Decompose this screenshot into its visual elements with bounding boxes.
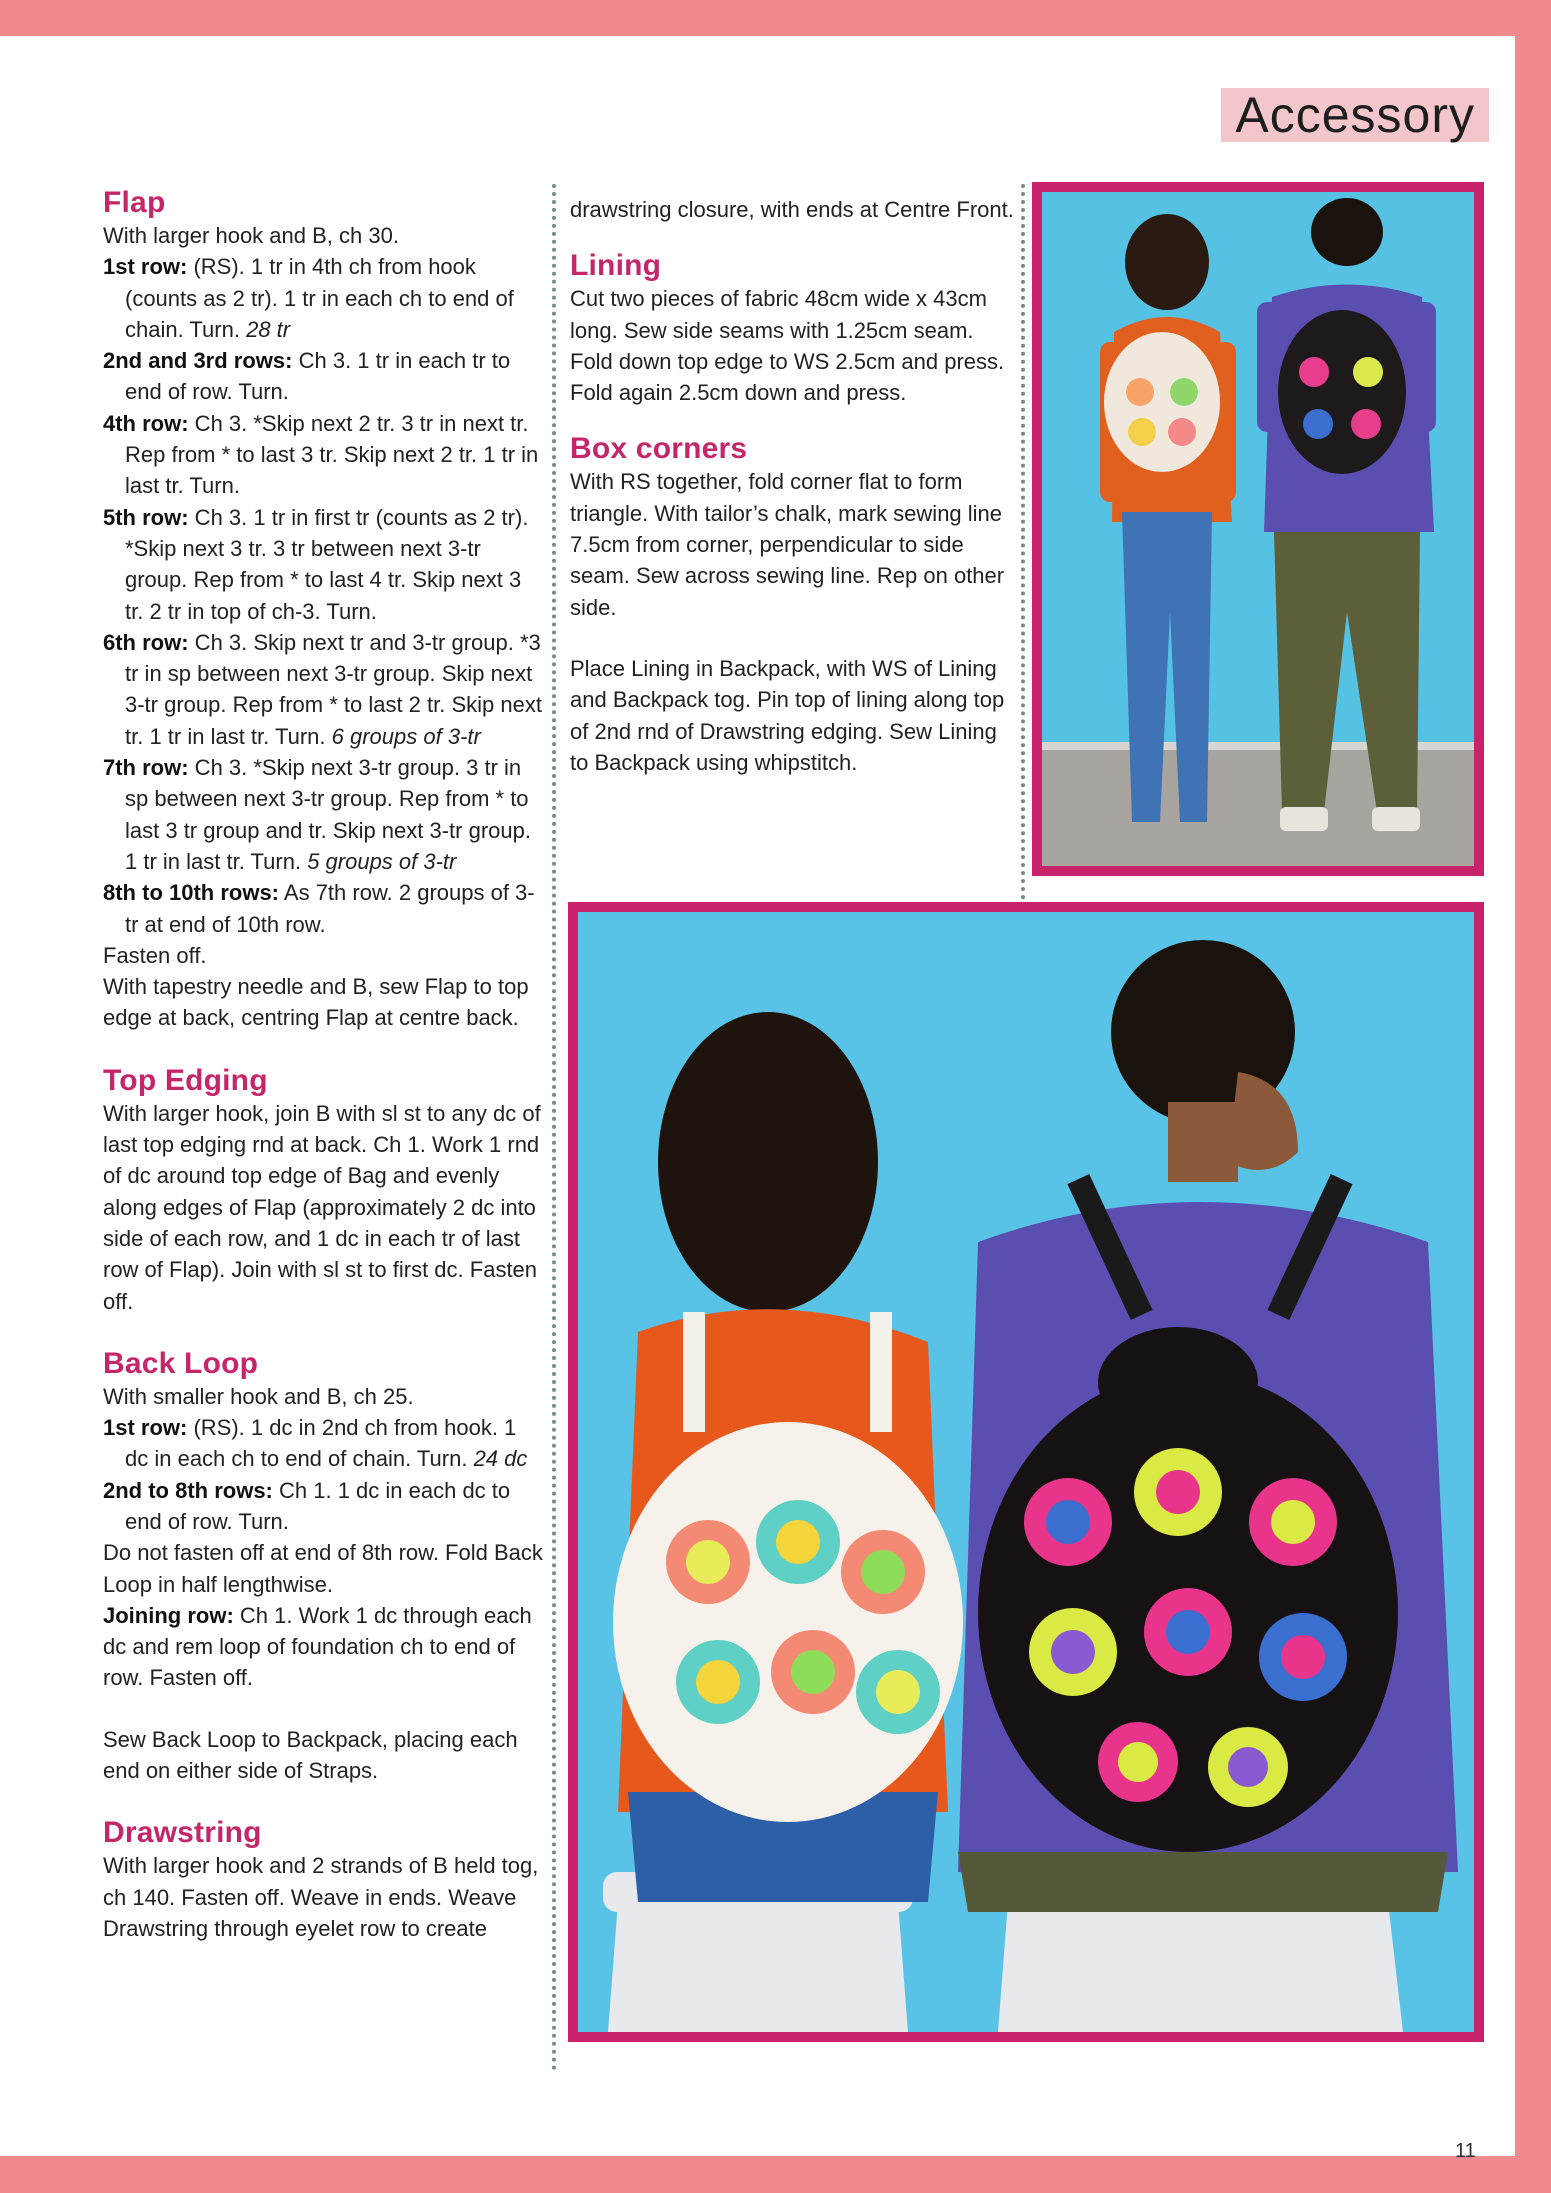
- back-loop-sew: Sew Back Loop to Backpack, placing each end on either side of Straps.: [103, 1726, 518, 1784]
- flap-heading: Flap: [103, 186, 166, 219]
- back-loop-heading: Back Loop: [103, 1346, 259, 1380]
- lining-text: Cut two pieces of fabric 48cm wide x 43cm long. Sew side seams with 1.25cm seam. Fold down top edge to WS 2.5cm and press. Fold again 2.5cm down and press.: [570, 286, 1005, 406]
- page-number: 11: [1455, 2140, 1476, 2162]
- photo-seated: [578, 912, 1474, 2032]
- flap-row-4: 4th row: Ch 3. *Skip next 2 tr. 3 tr in next tr. Rep from * to last 3 tr. Skip next 2 tr. 1 tr in last tr. Turn.: [103, 410, 539, 499]
- photo-seated-frame: [568, 902, 1484, 2042]
- drawstring-continued: drawstring closure, with ends at Centre Front.: [570, 197, 1014, 222]
- lining-placement-text: Place Lining in Backpack, with WS of Lining and Backpack tog. Pin top of lining along top of 2nd rnd of Drawstring edging. Sew Lining to Backpack using whipstitch.: [570, 655, 1005, 775]
- back-loop-row-1: 1st row: (RS). 1 dc in 2nd ch from hook. 1 dc in each ch to end of chain. Turn. 24 dc: [103, 1415, 528, 1472]
- flap-row-8: 8th to 10th rows: As 7th row. 2 groups of 3-tr at end of 10th row.: [103, 880, 535, 937]
- back-loop-joining-row: Joining row: Ch 1. Work 1 dc through each dc and rem loop of foundation ch to end of row. Fasten off.: [103, 1602, 532, 1691]
- flap-row-6: 6th row: Ch 3. Skip next tr and 3-tr group. *3 tr in sp between next 3-tr group. Skip next 3-tr group. Rep from * to last 2 tr. Skip next tr. 1 tr in last tr. Turn. 6 groups of 3-tr: [103, 629, 542, 749]
- flap-intro: With larger hook and B, ch 30.: [103, 223, 399, 248]
- column-divider-right: [1021, 184, 1025, 908]
- photo-standing-frame: [1032, 182, 1484, 876]
- section-tag: Accessory: [1221, 88, 1489, 142]
- left-column: [103, 186, 543, 1944]
- drawstring-heading: Drawstring: [103, 1816, 262, 1850]
- photo-standing: [1042, 192, 1474, 866]
- top-edging-heading: Top Edging: [103, 1063, 268, 1097]
- box-corners-heading: Box corners: [570, 432, 748, 466]
- flap-sew: With tapestry needle and B, sew Flap to top edge at back, centring Flap at centre back.: [103, 974, 529, 1031]
- back-loop-note: Do not fasten off at end of 8th row. Fold Back Loop in half lengthwise.: [103, 1540, 543, 1597]
- flap-row-1: 1st row: (RS). 1 tr in 4th ch from hook (counts as 2 tr). 1 tr in each ch to end of chain. Turn. 28 tr: [103, 254, 514, 342]
- box-corners-text: With RS together, fold corner flat to form triangle. With tailor’s chalk, mark sewing line 7.5cm from corner, perpendicular to side seam. Sew across sewing line. Rep on other side.: [570, 469, 1005, 620]
- flap-row-7: 7th row: Ch 3. *Skip next 3-tr group. 3 tr in sp between next 3-tr group. Rep from * to last 3 tr group and tr. Skip next 3-tr group. 1 tr in last tr. Turn. 5 groups of 3-tr: [103, 755, 531, 874]
- top-edging-text: With larger hook, join B with sl st to any dc of last top edging rnd at back. Ch 1. Work 1 rnd of dc around top edge of Bag and evenly along edges of Flap (approximately 2 dc into side of each row, and 1 dc in each tr of last row of Flap). Join with sl st to first dc. Fasten off.: [103, 1100, 541, 1314]
- flap-row-5: 5th row: Ch 3. 1 tr in first tr (counts as 2 tr). *Skip next 3 tr. 3 tr between next 3-tr group. Rep from * to last 4 tr. Skip next 3 tr. 2 tr in top of ch-3. Turn.: [103, 504, 529, 624]
- photo-standing-illustration: [1042, 192, 1474, 866]
- drawstring-text: With larger hook and 2 strands of B held tog, ch 140. Fasten off. Weave in ends. Weave Drawstring through eyelet row to create: [103, 1853, 539, 1941]
- back-loop-intro: With smaller hook and B, ch 25.: [103, 1383, 414, 1409]
- magazine-page: [0, 36, 1515, 2162]
- lining-heading: Lining: [570, 249, 662, 283]
- photo-seated-illustration: [578, 912, 1474, 2032]
- column-divider-left: [552, 184, 556, 2072]
- flap-row-2: 2nd and 3rd rows: Ch 3. 1 tr in each tr to end of row. Turn.: [103, 348, 511, 405]
- back-loop-row-2: 2nd to 8th rows: Ch 1. 1 dc in each dc to end of row. Turn.: [103, 1477, 511, 1534]
- middle-column: [570, 194, 1015, 778]
- flap-fasten: Fasten off.: [103, 942, 207, 968]
